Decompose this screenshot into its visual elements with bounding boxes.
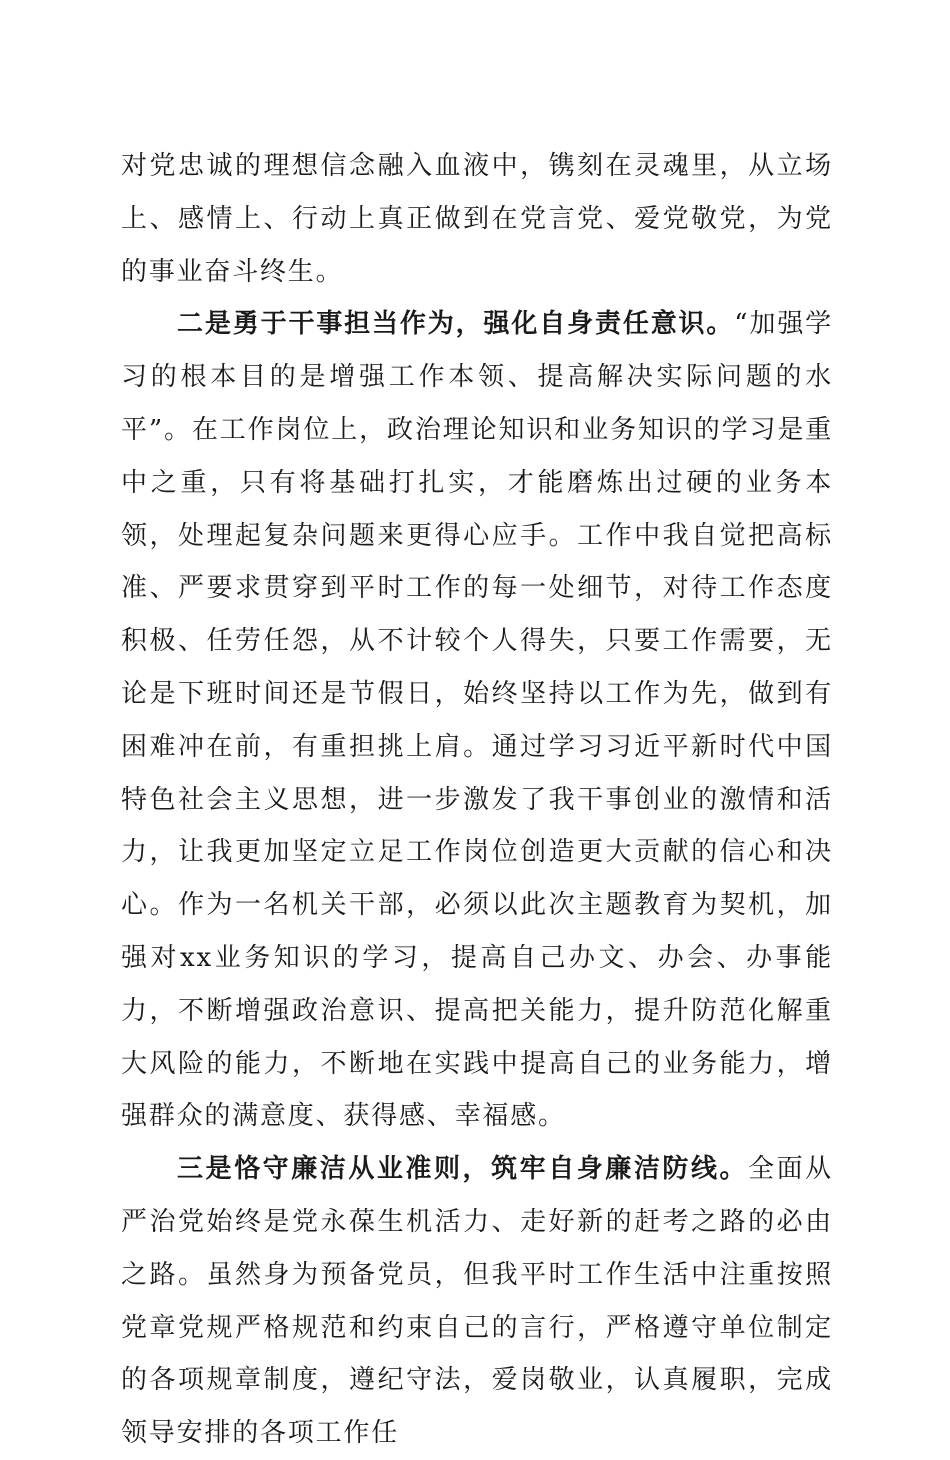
paragraph-text: “加强学习的根本目的是增强工作本领、提高解决实际问题的水平”。在工作岗位上，政治理论知识和业务知识的学习是重中之重，只有将基础打扎实，才能磨炼出过硬的业务本领，处理起复杂问题来更得心应手。工作中我自觉把高标准、严要求贯穿到平时工作的每一处细节，对待工作态度积极、任劳任怨，从不计较个人得失，只要工作需要，无论是下班时间还是节假日，始终坚持以工作为先，做到有困难冲在前，有重担挑上肩。通过学习习近平新时代中国特色社会主义思想，进一步激发了我干事创业的激情和活力，让我更加坚定立足工作岗位创造更大贡献的信心和决心。作为一名机关干部，必须以此次主题教育为契机，加强对xx业务知识的学习，提高自己办文、办会、办事能力，不断增强政治意识、提高把关能力，提升防范化解重大风险的能力，不断地在实践中提高自己的业务能力，增强群众的满意度、获得感、幸福感。 (121, 309, 833, 1132)
paragraph-text: 对党忠诚的理想信念融入血液中，镌刻在灵魂里，从立场上、感情上、行动上真正做到在党言党、爱党敬党，为党的事业奋斗终生。 (121, 151, 833, 287)
paragraph-continuation (121, 140, 833, 298)
paragraph-point-two (121, 298, 833, 1143)
document-page (121, 140, 833, 1460)
paragraph-text: 全面从严治党始终是党永葆生机活力、走好新的赶考之路的必由之路。虽然身为预备党员，但我平时工作生活中注重按照党章党规严格规范和约束自己的言行，严格遵守单位制定的各项规章制度，遵纪守法，爱岗敬业，认真履职，完成领导安排的各项工作任 (121, 1154, 833, 1449)
paragraph-lead-heading: 二是勇于干事担当作为，强化自身责任意识。 (177, 309, 735, 340)
paragraph-point-three (121, 1143, 833, 1460)
paragraph-lead-heading: 三是恪守廉洁从业准则，筑牢自身廉洁防线。 (177, 1154, 749, 1185)
